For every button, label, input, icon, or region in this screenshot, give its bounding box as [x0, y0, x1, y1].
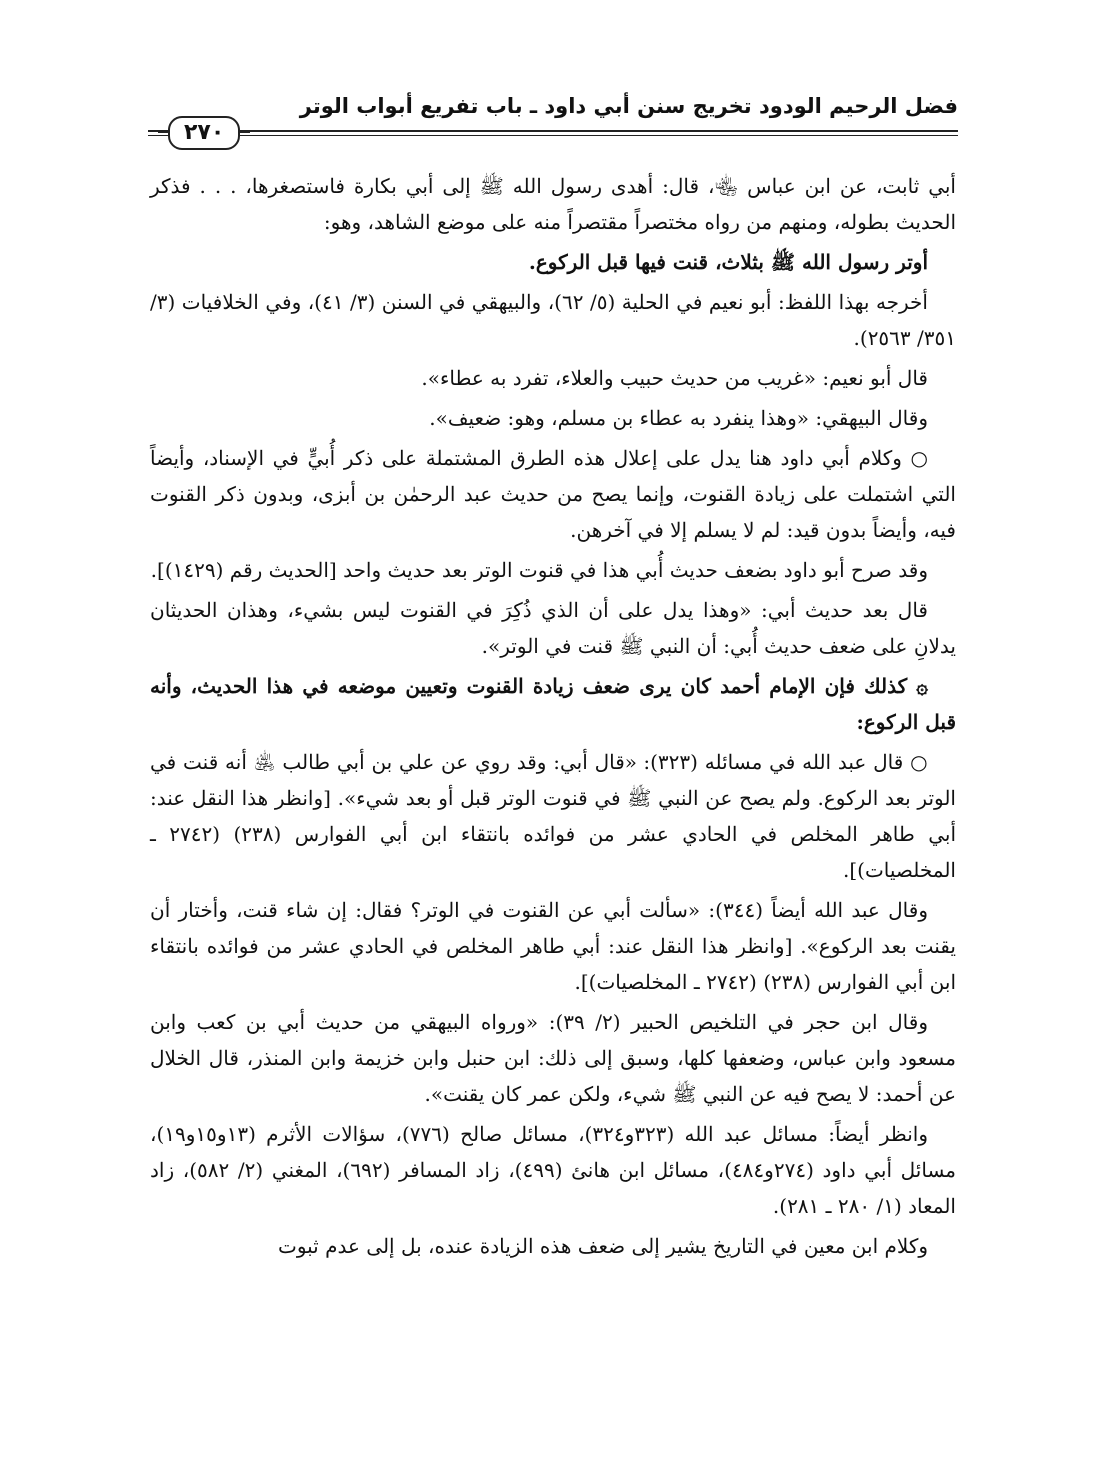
page-body [150, 168, 956, 1268]
header-rule-thin [148, 135, 958, 136]
header-rule [148, 130, 958, 132]
paragraph: قال بعد حديث أبي: «وهذا يدل على أن الذي ذُكِرَ في القنوت ليس بشيء، وهذان الحديثان يدلانِ على ضعف حديث أُبي: أن النبي ﷺ قنت في الوتر». [150, 598, 956, 658]
paragraph: ○ وكلام أبي داود هنا يدل على إعلال هذه الطرق المشتملة على ذكر أُبيٍّ في الإسناد، وأيضاً التي اشتملت على زيادة القنوت، وإنما يصح من حديث عبد الرحمٰن بن أبزى، وبدون ذكر القنوت فيه، وأيضاً بدون قيد: لم لا يسلم إلا في آخرهن. [150, 446, 956, 542]
page-header [148, 92, 958, 152]
paragraph: وقال ابن حجر في التلخيص الحبير (٢/ ٣٩): «ورواه البيهقي من حديث أبي بن كعب وابن مسعود وابن عباس، وضعفها كلها، وسبق إلى ذلك: ابن حنبل وابن خزيمة وابن المنذر، قال الخلال عن أحمد: لا يصح فيه عن النبي ﷺ شيء، ولكن عمر كان يقنت». [150, 1010, 956, 1106]
page-number: ٢٧٠ [168, 116, 240, 150]
paragraph: وقد صرح أبو داود بضعف حديث أُبي هذا في قنوت الوتر بعد حديث واحد [الحديث رقم (١٤٢٩)]. [150, 558, 928, 582]
paragraph: قال أبو نعيم: «غريب من حديث حبيب والعلاء، تفرد به عطاء». [421, 366, 928, 390]
paragraph: وقال عبد الله أيضاً (٣٤٤): «سألت أبي عن القنوت في الوتر؟ فقال: إن شاء قنت، وأختار أن يقنت بعد الركوع». [وانظر هذا النقل عند: أبي طاهر المخلص في الحادي عشر من فوائده بانتقاء ابن أبي الفوارس (٢٣٨) (٢٧٤٢ ـ المخلصيات)]. [150, 898, 956, 994]
paragraph: وانظر أيضاً: مسائل عبد الله (٣٢٣و٣٢٤)، مسائل صالح (٧٧٦)، سؤالات الأثرم (١٣و١٥و١٩)، مسائل أبي داود (٢٧٤و٤٨٤)، مسائل ابن هانئ (٤٩٩)، زاد المسافر (٦٩٢)، المغني (٢/ ٥٨٢)، زاد المعاد (١/ ٢٨٠ ـ ٢٨١). [150, 1122, 957, 1218]
paragraph: وكلام ابن معين في التاريخ يشير إلى ضعف هذه الزيادة عنده، بل إلى عدم ثبوت [277, 1234, 928, 1258]
running-title: فضل الرحيم الودود تخريج سنن أبي داود ـ باب تفريع أبواب الوتر [299, 94, 958, 118]
paragraph: ○ قال عبد الله في مسائله (٣٢٣): «قال أبي: وقد روي عن علي بن أبي طالب ﵁ أنه قنت في الوتر بعد الركوع. ولم يصح عن النبي ﷺ في قنوت الوتر قبل أو بعد شيء». [وانظر هذا النقل عند: أبي طاهر المخلص في الحادي عشر من فوائده بانتقاء ابن أبي الفوارس (٢٣٨) (٢٧٤٢ ـ المخلصيات)]. [150, 750, 957, 882]
paragraph: أخرجه بهذا اللفظ: أبو نعيم في الحلية (٥/ ٦٢)، والبيهقي في السنن (٣/ ٤١)، وفي الخلافيات (٣/ ٣٥١/ ٢٥٦٣). [150, 290, 956, 350]
paragraph: أبي ثابت، عن ابن عباس ﵄، قال: أهدى رسول الله ﷺ إلى أبي بكارة فاستصغرها، . . . فذكر الحديث بطوله، ومنهم من رواه مختصراً مقتصراً منه على موضع الشاهد، وهو: [150, 174, 956, 234]
section-heading: ۞ كذلك فإن الإمام أحمد كان يرى ضعف زيادة القنوت وتعيين موضعه في هذا الحديث، وأنه قبل الركوع: [150, 674, 956, 734]
hadith-text: أوتر رسول الله ﷺ بثلاث، قنت فيها قبل الركوع. [528, 250, 928, 274]
paragraph: وقال البيهقي: «وهذا ينفرد به عطاء بن مسلم، وهو: ضعيف». [429, 406, 928, 430]
